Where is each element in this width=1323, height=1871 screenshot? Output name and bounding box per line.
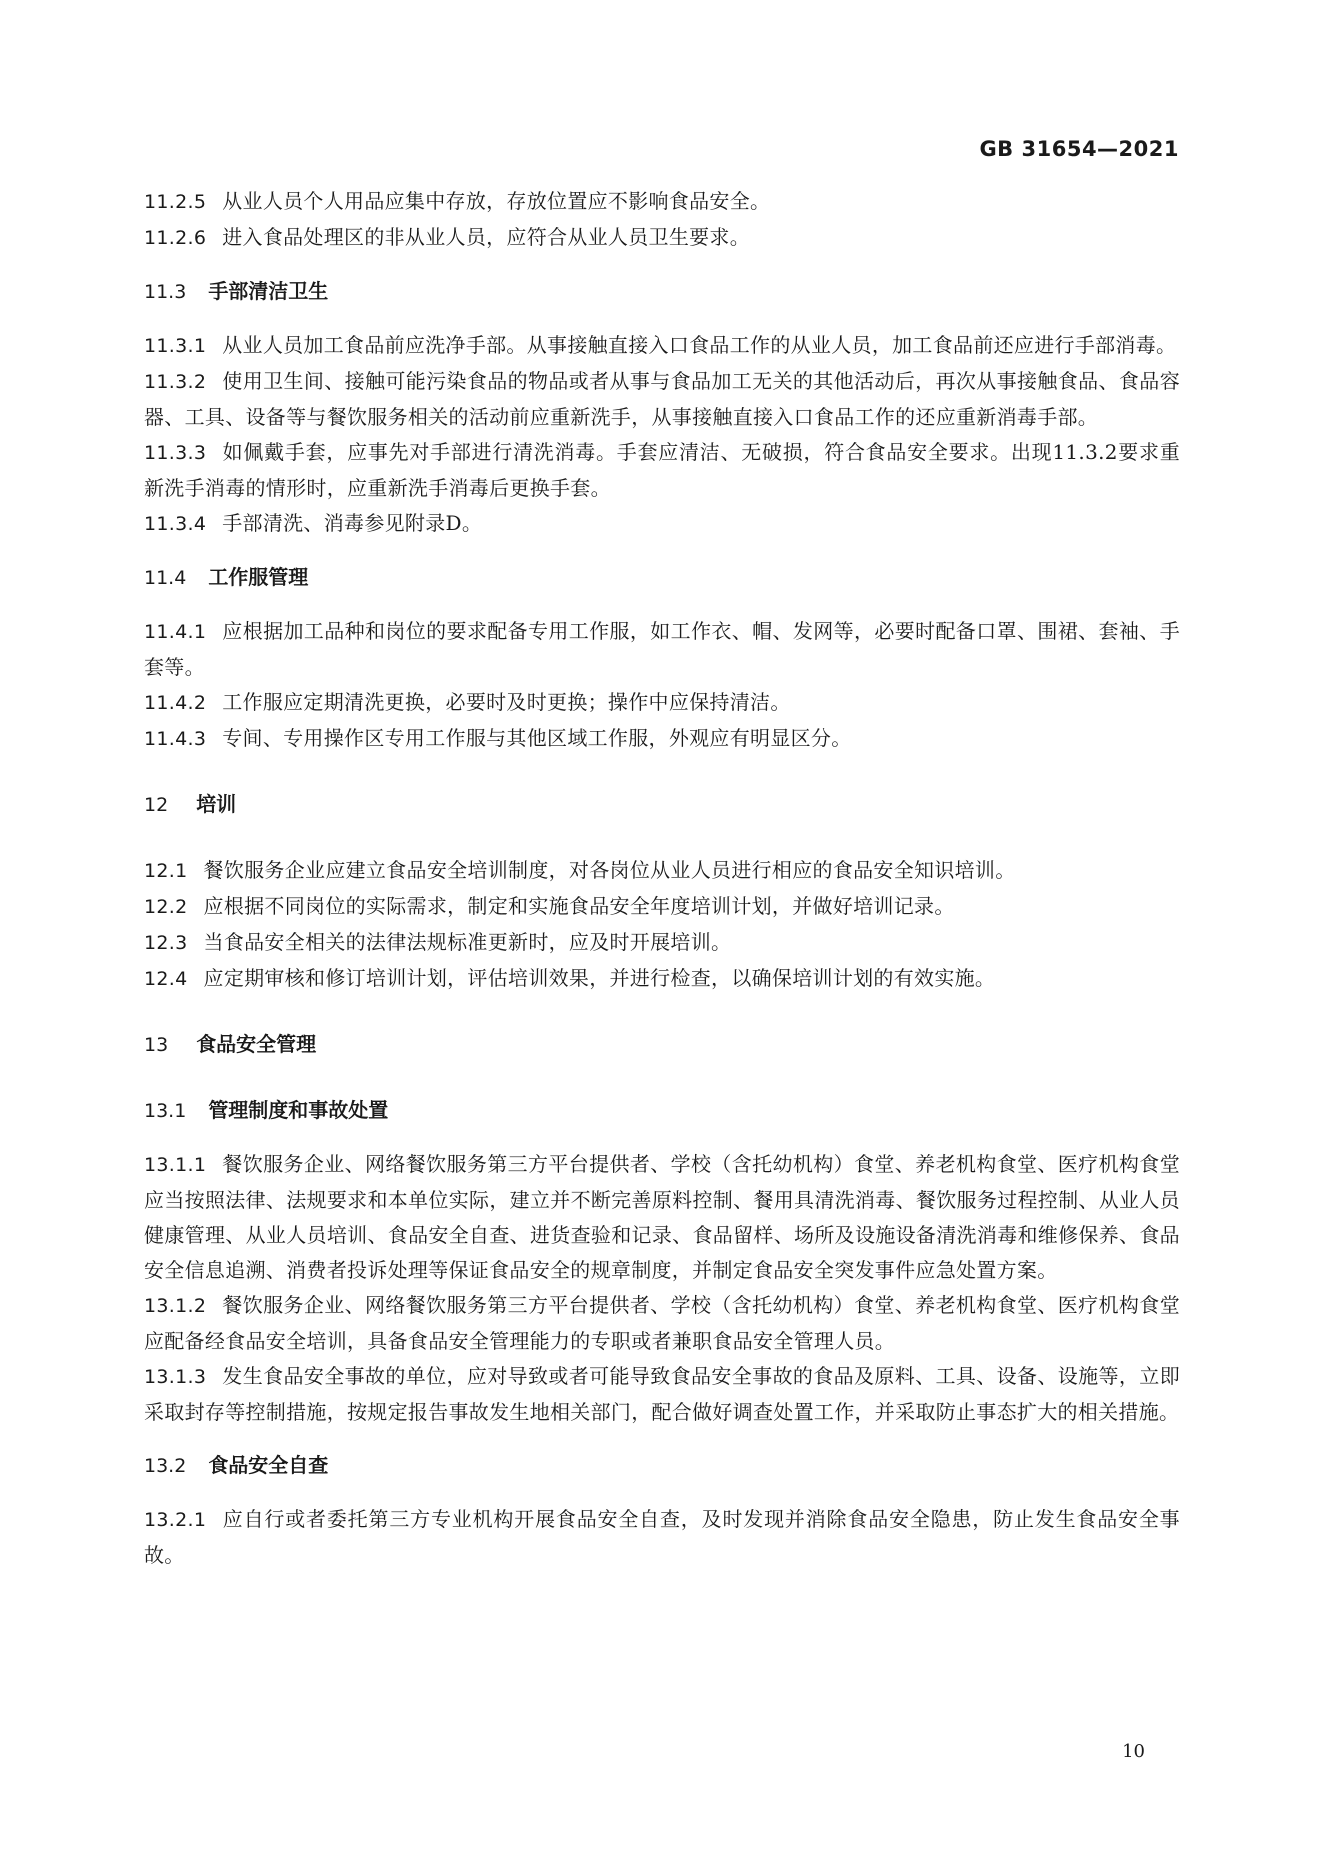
heading-number: 12 [144,794,169,816]
clause-text: 餐饮服务企业应建立食品安全培训制度，对各岗位从业人员进行相应的食品安全知识培训。 [203,858,1016,882]
clause-13-1-2 [144,1288,1180,1359]
clause-number: 12.1 [144,860,188,882]
clause-text: 如佩戴手套，应事先对手部进行清洗消毒。手套应清洁、无破损，符合食品安全要求。出现11.3.2要求重新洗手消毒的情形时，应重新洗手消毒后更换手套。 [144,440,1180,500]
clause-text: 餐饮服务企业、网络餐饮服务第三方平台提供者、学校（含托幼机构）食堂、养老机构食堂、医疗机构食堂应当按照法律、法规要求和本单位实际，建立并不断完善原料控制、餐用具清洗消毒、餐饮服务过程控制、从业人员健康管理、从业人员培训、食品安全自查、进货查验和记录、食品留样、场所及设施设备清洗消毒和维修保养、食品安全信息追溯、消费者投诉处理等保证食品安全的规章制度，并制定食品安全突发事件应急处置方案。 [144,1152,1180,1282]
clause-text: 应定期审核和修订培训计划，评估培训效果，并进行检查，以确保培训计划的有效实施。 [203,966,996,990]
clause-text: 从业人员个人用品应集中存放，存放位置应不影响食品安全。 [222,189,771,213]
clause-number: 13.1.1 [144,1154,207,1176]
clause-11-4-3 [144,721,1180,757]
heading-13-1 [144,1093,1180,1129]
heading-text: 培训 [196,792,237,816]
clause-number: 11.3.1 [144,335,207,357]
clause-13-1-1 [144,1147,1180,1288]
clause-number: 11.4.1 [144,621,207,643]
heading-12 [144,787,1180,823]
clause-12-2 [144,889,1180,925]
heading-text: 食品安全管理 [196,1032,317,1056]
clause-text: 餐饮服务企业、网络餐饮服务第三方平台提供者、学校（含托幼机构）食堂、养老机构食堂、医疗机构食堂应配备经食品安全培训，具备食品安全管理能力的专职或者兼职食品安全管理人员。 [144,1293,1180,1353]
clause-13-1-3 [144,1359,1180,1430]
clause-text: 手部清洗、消毒参见附录D。 [222,511,483,535]
clause-11-2-5 [144,184,1180,220]
clause-number: 11.2.6 [144,227,207,249]
heading-number: 13.2 [144,1455,187,1477]
clause-number: 11.2.5 [144,191,207,213]
heading-number: 11.3 [144,281,187,303]
clause-11-2-6 [144,220,1180,256]
clause-text: 发生食品安全事故的单位，应对导致或者可能导致食品安全事故的食品及原料、工具、设备、设施等，立即采取封存等控制措施，按规定报告事故发生地相关部门，配合做好调查处置工作，并采取防止事态扩大的相关措施。 [144,1364,1180,1424]
heading-text: 手部清洁卫生 [208,279,329,303]
clause-number: 11.3.4 [144,513,207,535]
heading-11-4 [144,560,1180,596]
clause-number: 13.1.3 [144,1366,207,1388]
heading-text: 工作服管理 [208,565,309,589]
document-body [144,184,1180,1573]
clause-number: 11.3.3 [144,442,207,464]
clause-11-3-3 [144,435,1180,506]
clause-12-3 [144,925,1180,961]
heading-13 [144,1027,1180,1063]
clause-12-1 [144,853,1180,889]
clause-text: 当食品安全相关的法律法规标准更新时，应及时开展培训。 [203,930,732,954]
clause-text: 应根据不同岗位的实际需求，制定和实施食品安全年度培训计划，并做好培训记录。 [203,894,955,918]
clause-number: 11.4.2 [144,692,207,714]
clause-number: 12.3 [144,932,188,954]
heading-13-2 [144,1448,1180,1484]
clause-11-3-2 [144,364,1180,435]
clause-text: 应根据加工品种和岗位的要求配备专用工作服，如工作衣、帽、发网等，必要时配备口罩、围裙、套袖、手套等。 [144,619,1180,679]
clause-text: 使用卫生间、接触可能污染食品的物品或者从事与食品加工无关的其他活动后，再次从事接触食品、食品容器、工具、设备等与餐饮服务相关的活动前应重新洗手，从事接触直接入口食品工作的还应重新消毒手部。 [144,369,1180,429]
clause-text: 从业人员加工食品前应洗净手部。从事接触直接入口食品工作的从业人员，加工食品前还应进行手部消毒。 [222,333,1177,357]
clause-text: 专间、专用操作区专用工作服与其他区域工作服，外观应有明显区分。 [222,726,852,750]
page-number: 10 [1122,1741,1145,1762]
clause-number: 11.3.2 [144,371,207,393]
clause-text: 应自行或者委托第三方专业机构开展食品安全自查，及时发现并消除食品安全隐患，防止发生食品安全事故。 [144,1507,1180,1567]
standard-id: GB 31654—2021 [979,137,1179,161]
clause-number: 11.4.3 [144,728,207,750]
clause-12-4 [144,961,1180,997]
clause-11-4-2 [144,685,1180,721]
clause-11-3-4 [144,506,1180,542]
heading-number: 11.4 [144,567,187,589]
clause-13-2-1 [144,1502,1180,1573]
clause-number: 13.2.1 [144,1509,207,1531]
clause-number: 12.4 [144,968,188,990]
clause-11-3-1 [144,328,1180,364]
clause-text: 进入食品处理区的非从业人员，应符合从业人员卫生要求。 [222,225,751,249]
heading-text: 食品安全自查 [208,1453,329,1477]
clause-11-4-1 [144,614,1180,685]
clause-number: 12.2 [144,896,188,918]
heading-number: 13.1 [144,1100,187,1122]
heading-text: 管理制度和事故处置 [208,1098,389,1122]
clause-number: 13.1.2 [144,1295,207,1317]
heading-11-3 [144,274,1180,310]
clause-text: 工作服应定期清洗更换，必要时及时更换；操作中应保持清洁。 [222,690,791,714]
heading-number: 13 [144,1034,169,1056]
